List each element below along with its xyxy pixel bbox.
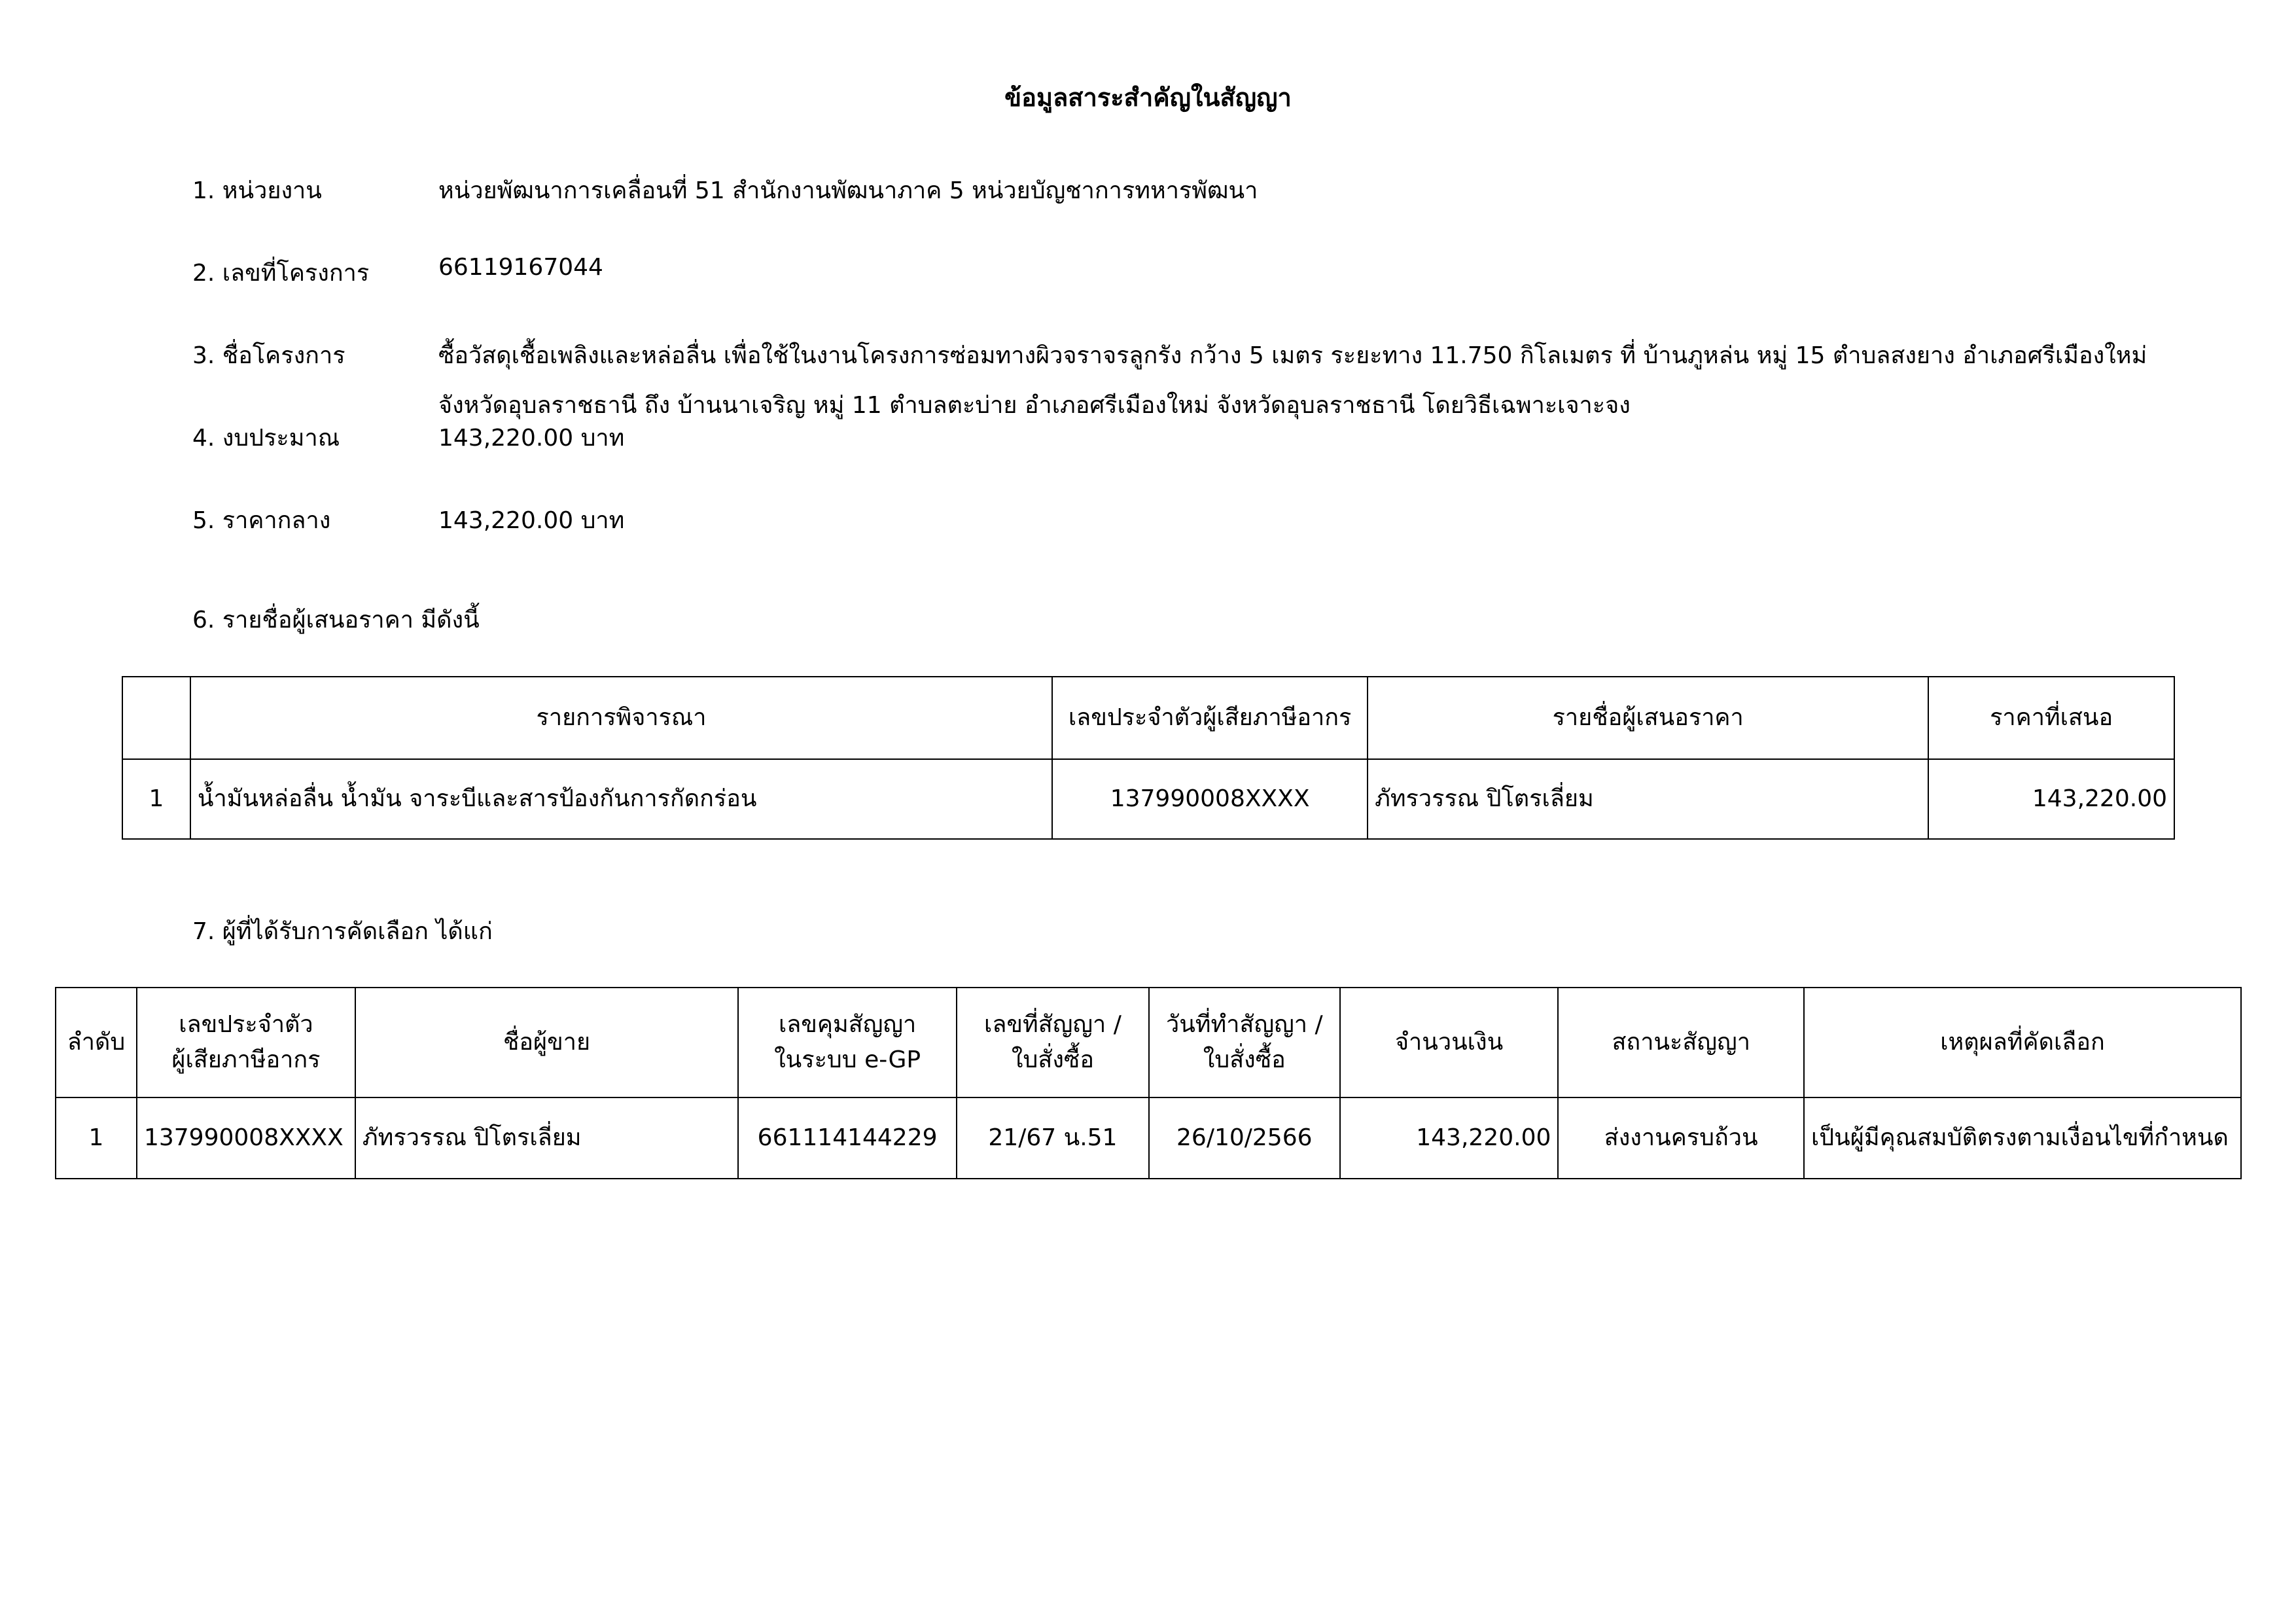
column-header [1804, 988, 2241, 1097]
bidder-name: ภัทรวรรณ ปิโตรเลี่ยม [1368, 759, 1928, 839]
header-line: วันที่ทำสัญญา / [1165, 1011, 1323, 1038]
column-header: ราคาที่เสนอ [1928, 677, 2174, 759]
field-value: 143,220.00 บาท [438, 425, 625, 452]
column-header: รายชื่อผู้เสนอราคา [1368, 677, 1928, 759]
field-label: 4. งบประมาณ [192, 425, 340, 452]
winners-table [55, 987, 2242, 1179]
section-selected-heading: 7. ผู้ที่ได้รับการคัดเลือก ได้แก่ [192, 918, 493, 945]
header-line: เหตุผลที่คัดเลือก [1940, 1029, 2105, 1056]
field-value: 66119167044 [438, 254, 603, 281]
header-line: ใบสั่งซื้อ [1011, 1046, 1094, 1073]
tax-id: 137990008XXXX [1052, 759, 1368, 839]
header-line: ลำดับ [67, 1029, 126, 1056]
row-index: 1 [56, 1097, 137, 1179]
item-description: น้ำมันหล่อลื่น น้ำมัน จาระบีและสารป้องกันการกัดกร่อน [190, 759, 1052, 839]
field-label: 5. ราคากลาง [192, 507, 331, 534]
contract-date: 26/10/2566 [1149, 1097, 1340, 1179]
table-row [56, 1097, 2241, 1179]
header-line: เลขคุมสัญญา [778, 1011, 917, 1038]
table-header-row [122, 677, 2174, 759]
header-line: ใบสั่งซื้อ [1203, 1046, 1286, 1073]
header-line: เลขประจำตัว [179, 1011, 313, 1038]
seller-name: ภัทรวรรณ ปิโตรเลี่ยม [355, 1097, 738, 1179]
tax-id: 137990008XXXX [137, 1097, 355, 1179]
header-line: สถานะสัญญา [1612, 1029, 1750, 1056]
field-label: 3. ชื่อโครงการ [192, 342, 345, 369]
column-header [137, 988, 355, 1097]
contract-status: ส่งงานครบถ้วน [1558, 1097, 1804, 1179]
egp-control-number: 661114144229 [738, 1097, 957, 1179]
amount: 143,220.00 [1340, 1097, 1559, 1179]
field-value-line2: จังหวัดอุบลราชธานี ถึง บ้านนาเจริญ หมู่ 11 ตำบลตะบ่าย อำเภอศรีเมืองใหม่ จังหวัดอุบลราชธานี โดยวิธีเฉพาะเจาะจง [438, 392, 1631, 419]
column-header [1149, 988, 1340, 1097]
column-header [957, 988, 1149, 1097]
offered-price: 143,220.00 [1928, 759, 2174, 839]
selection-reason: เป็นผู้มีคุณสมบัติตรงตามเงื่อนไขที่กำหนด [1804, 1097, 2241, 1179]
section-bidders-heading: 6. รายชื่อผู้เสนอราคา มีดังนี้ [192, 607, 480, 633]
table-row [122, 759, 2174, 839]
column-header [1340, 988, 1559, 1097]
column-header [738, 988, 957, 1097]
contract-number: 21/67 น.51 [957, 1097, 1149, 1179]
document-title: ข้อมูลสาระสำคัญในสัญญา [1004, 83, 1292, 112]
row-index: 1 [122, 759, 190, 839]
field-label: 1. หน่วยงาน [192, 177, 322, 204]
field-value: ซื้อวัสดุเชื้อเพลิงและหล่อลื่น เพื่อใช้ในงานโครงการซ่อมทางผิวจราจรลูกรัง กว้าง 5 เมตร ระยะทาง 11.750 กิโลเมตร ที่ บ้านภูหล่น หมู่ 15 ตำบลสงยาง อำเภอศรีเมืองใหม่ [438, 342, 2147, 369]
column-header: รายการพิจารณา [190, 677, 1052, 759]
column-header [122, 677, 190, 759]
header-line: เลขที่สัญญา / [984, 1011, 1122, 1038]
table-header-row [56, 988, 2241, 1097]
field-value: 143,220.00 บาท [438, 507, 625, 534]
field-label: 2. เลขที่โครงการ [192, 260, 370, 287]
bids-table [122, 676, 2175, 840]
header-line: ผู้เสียภาษีอากร [171, 1046, 321, 1073]
column-header [56, 988, 137, 1097]
column-header [1558, 988, 1804, 1097]
header-line: ชื่อผู้ขาย [503, 1029, 591, 1056]
field-value: หน่วยพัฒนาการเคลื่อนที่ 51 สำนักงานพัฒนาภาค 5 หน่วยบัญชาการทหารพัฒนา [438, 177, 1258, 204]
header-line: ในระบบ e-GP [774, 1046, 921, 1073]
header-line: จำนวนเงิน [1394, 1029, 1504, 1056]
column-header: เลขประจำตัวผู้เสียภาษีอากร [1052, 677, 1368, 759]
column-header [355, 988, 738, 1097]
